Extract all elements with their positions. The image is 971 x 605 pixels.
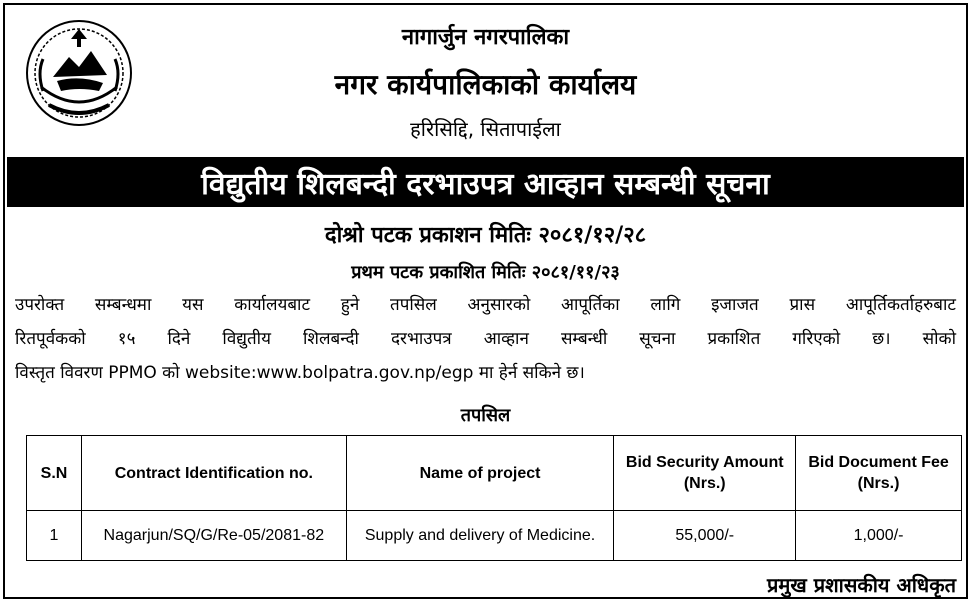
notice-body-line: विस्तृत विवरण PPMO को website:www.bolpatra.gov.np/egp मा हेर्न सकिने छ। <box>15 363 585 383</box>
schedule-heading: तपसिल <box>460 405 511 426</box>
cell-bid-security: 55,000/- <box>614 511 796 561</box>
header-sn: S.N <box>27 436 82 511</box>
header-bid-security: Bid Security Amount (Nrs.) <box>614 436 796 511</box>
bid-schedule-table <box>26 435 962 561</box>
notice-title: विद्युतीय शिलबन्दी दरभाउपत्र आव्हान सम्बन्धी सूचना <box>201 166 770 202</box>
notice-body <box>15 288 956 390</box>
office-address: हरिसिद्दि, सितापाईला <box>410 117 561 141</box>
table-header-row <box>27 436 962 511</box>
table-row <box>27 511 962 561</box>
notice-title-banner <box>7 157 964 207</box>
office-name: नगर कार्यपालिकाको कार्यालय <box>334 68 637 101</box>
cell-document-fee: 1,000/- <box>796 511 962 561</box>
signatory-title: प्रमुख प्रशासकीय अधिकृत <box>767 573 956 597</box>
header-document-fee: Bid Document Fee (Nrs.) <box>796 436 962 511</box>
notice-body-line: रितपूर्वकको १५ दिने विद्युतीय शिलबन्दी दरभाउपत्र आव्हान सम्बन्धी सूचना प्रकाशित गरिएको छ। सोको <box>15 329 956 349</box>
header-contract-id: Contract Identification no. <box>81 436 346 511</box>
header-project-name: Name of project <box>346 436 614 511</box>
cell-sn: 1 <box>27 511 82 561</box>
first-publication-date: प्रथम पटक प्रकाशित मितिः २०८१/११/२३ <box>351 262 620 283</box>
municipality-name: नागार्जुन नगरपालिका <box>401 25 570 50</box>
second-publication-date: दोश्रो पटक प्रकाशन मितिः २०८१/१२/२८ <box>324 223 647 248</box>
cell-contract-id: Nagarjun/SQ/G/Re-05/2081-82 <box>81 511 346 561</box>
cell-project-name: Supply and delivery of Medicine. <box>346 511 614 561</box>
notice-page <box>3 3 968 599</box>
notice-body-line: उपरोक्त सम्बन्धमा यस कार्यालयबाट हुने तपसिल अनुसारको आपूर्तिका लागि इजाजत प्रास आपूर्तिकर्ताहरुबाट <box>15 295 956 315</box>
